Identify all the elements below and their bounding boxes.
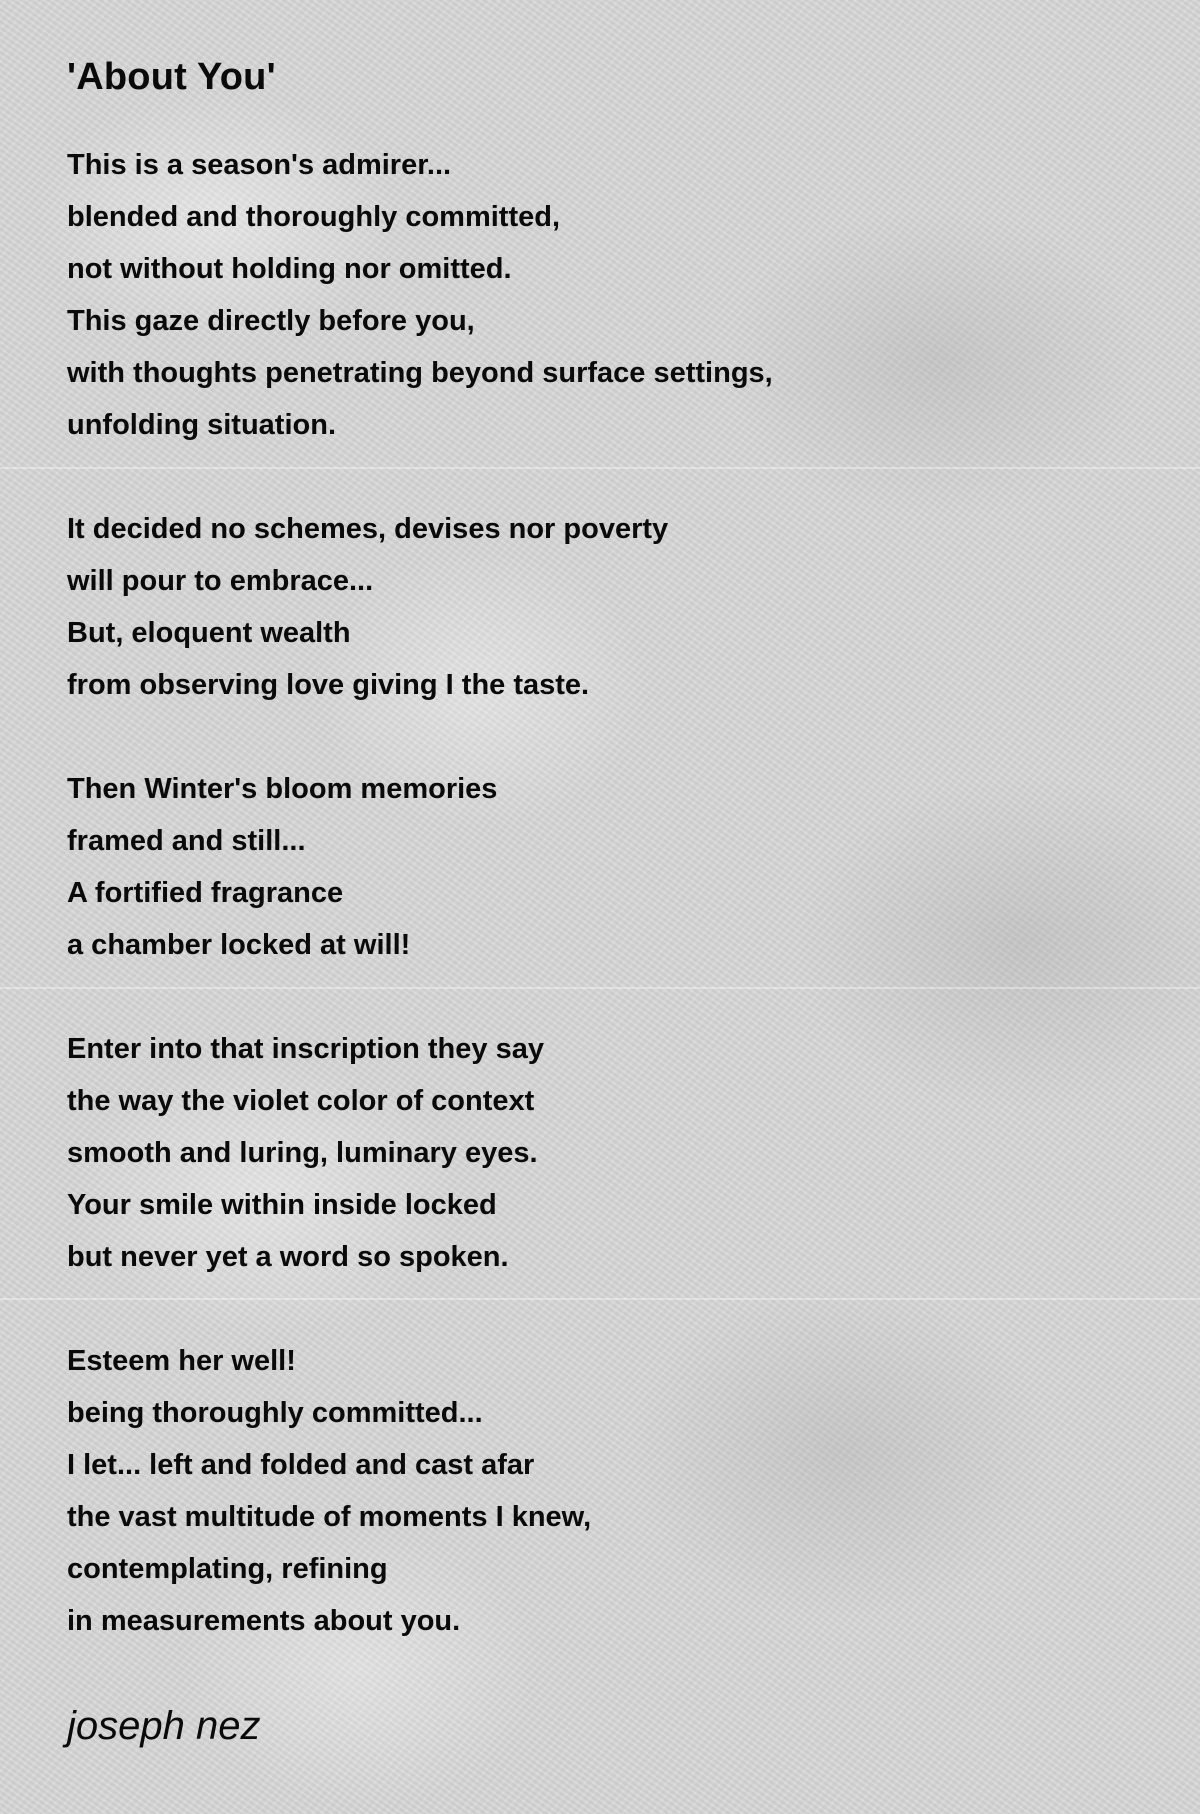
poem-line: Your smile within inside locked bbox=[67, 1189, 497, 1221]
poem-line: This is a season's admirer... bbox=[67, 149, 452, 181]
poem-line: Esteem her well! bbox=[67, 1345, 296, 1377]
poem-line: But, eloquent wealth bbox=[67, 617, 351, 649]
poem-line: I let... left and folded and cast afar bbox=[67, 1449, 535, 1481]
poem-line: but never yet a word so spoken. bbox=[67, 1241, 509, 1273]
poem-line: framed and still... bbox=[67, 825, 306, 857]
poem-line: will pour to embrace... bbox=[67, 565, 374, 597]
stanza-2 bbox=[67, 503, 1147, 711]
poem-line: a chamber locked at will! bbox=[67, 929, 411, 961]
stanza-3 bbox=[67, 763, 1147, 971]
poem-line: with thoughts penetrating beyond surface settings, bbox=[67, 357, 773, 389]
poem-line: from observing love giving I the taste. bbox=[67, 669, 590, 701]
poem-author: joseph nez bbox=[67, 1704, 261, 1748]
poem-line: contemplating, refining bbox=[67, 1553, 388, 1585]
poem-line: It decided no schemes, devises nor poverty bbox=[67, 513, 669, 545]
stanza-5 bbox=[67, 1335, 1147, 1647]
poem-line: A fortified fragrance bbox=[67, 877, 344, 909]
stanza-1 bbox=[67, 139, 1147, 451]
poem-line: This gaze directly before you, bbox=[67, 305, 475, 337]
poem-line: in measurements about you. bbox=[67, 1605, 461, 1637]
poem-line: Enter into that inscription they say bbox=[67, 1033, 544, 1065]
poem-line: Then Winter's bloom memories bbox=[67, 773, 498, 805]
poem-title: 'About You' bbox=[67, 56, 276, 98]
poem-line: the way the violet color of context bbox=[67, 1085, 535, 1117]
poem-line: the vast multitude of moments I knew, bbox=[67, 1501, 592, 1533]
poem-line: not without holding nor omitted. bbox=[67, 253, 512, 285]
poem-line: unfolding situation. bbox=[67, 409, 337, 441]
stanza-4 bbox=[67, 1023, 1147, 1283]
poem-container bbox=[67, 50, 1147, 1753]
poem-line: being thoroughly committed... bbox=[67, 1397, 483, 1429]
poem-line: blended and thoroughly committed, bbox=[67, 201, 560, 233]
poem-line: smooth and luring, luminary eyes. bbox=[67, 1137, 538, 1169]
